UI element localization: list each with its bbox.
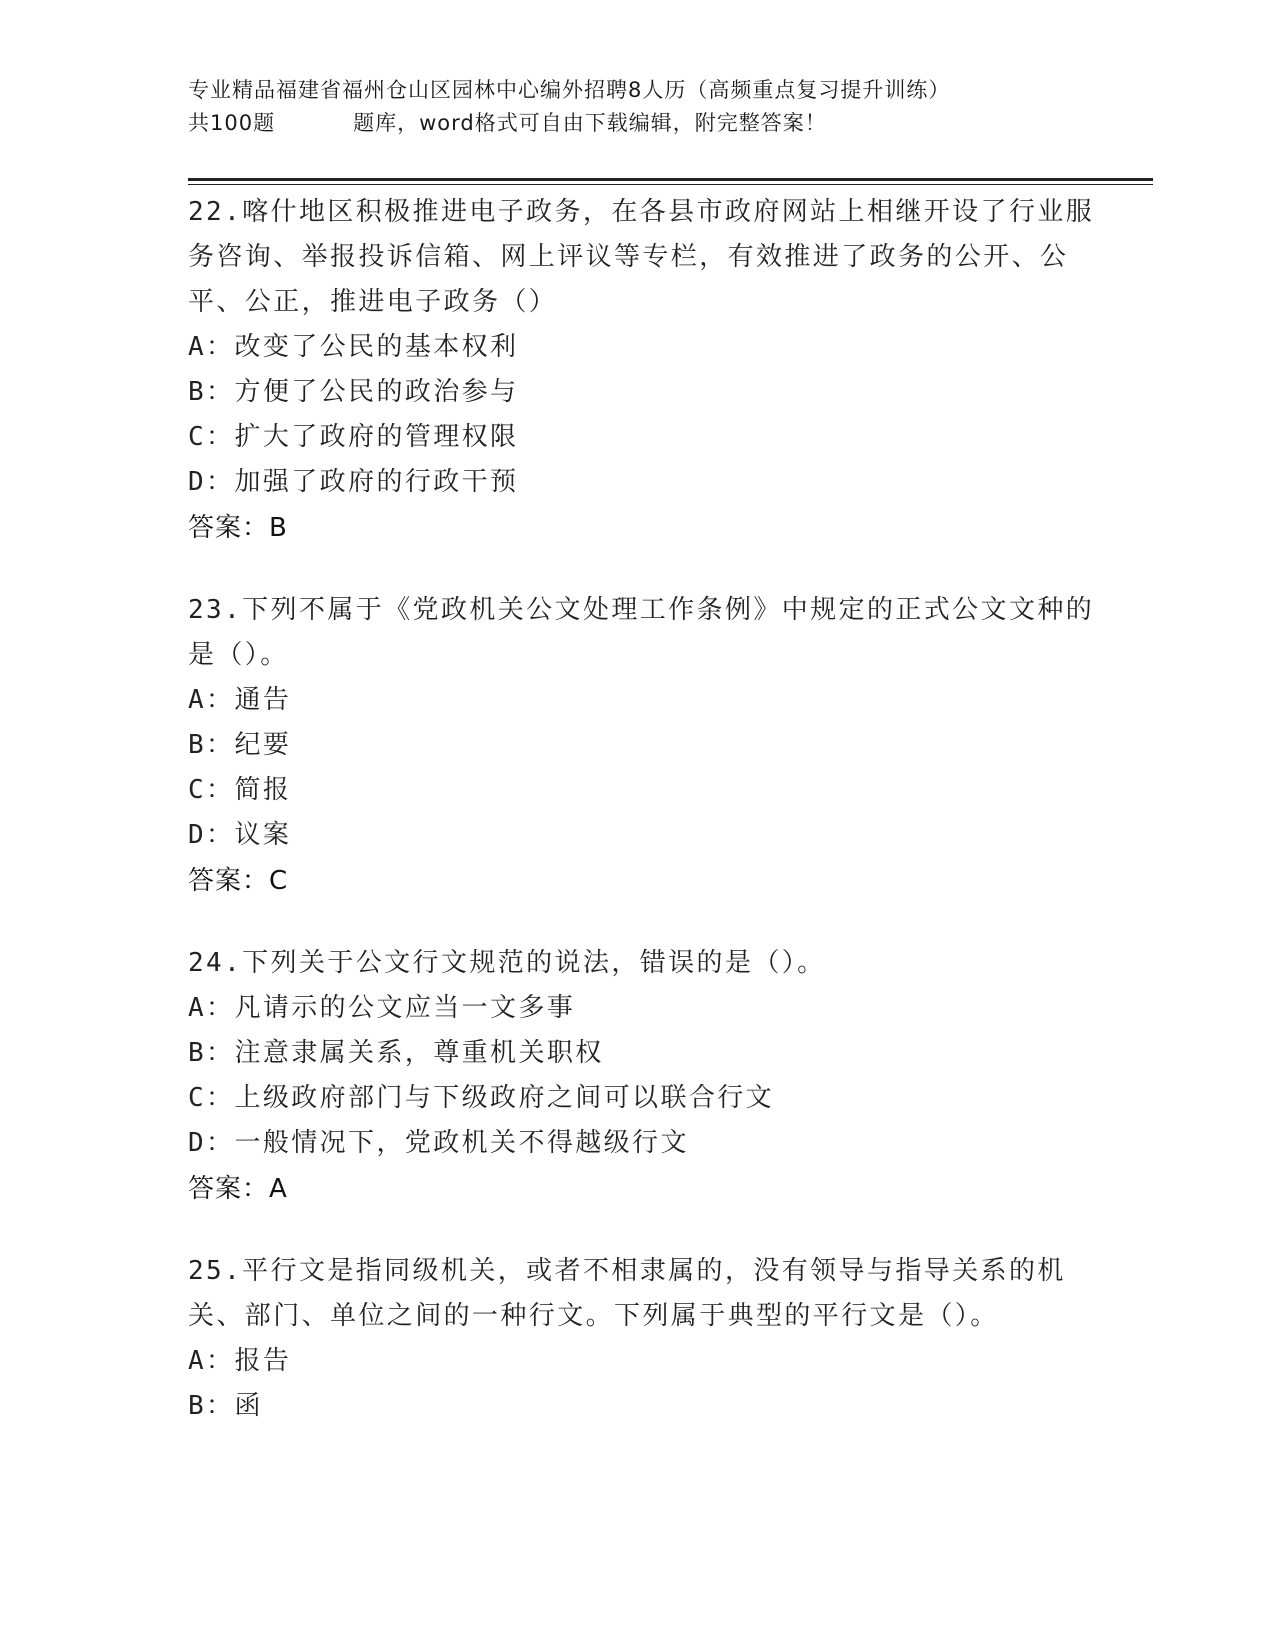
option-a: A：凡请示的公文应当一文多事 (188, 993, 576, 1023)
option-c: C：扩大了政府的管理权限 (188, 422, 519, 452)
option-c: C：上级政府部门与下级政府之间可以联合行文 (188, 1083, 775, 1113)
question-25 (188, 1249, 1108, 1429)
option-b: B：函 (188, 1391, 263, 1421)
option-a: A：改变了公民的基本权利 (188, 332, 519, 362)
question-22 (188, 190, 1108, 551)
header-title-line: 专业精品福建省福州仓山区园林中心编外招聘8人历（高频重点复习提升训练） (188, 78, 951, 102)
question-text: 22.喀什地区积极推进电子政务，在各县市政府网站上相继开设了行业服务咨询、举报投诉信箱、网上评议等专栏，有效推进了政务的公开、公平、公正，推进电子政务（） (188, 197, 1095, 317)
question-text: 23.下列不属于《党政机关公文处理工作条例》中规定的正式公文文种的是（）。 (188, 595, 1095, 670)
option-d: D：议案 (188, 820, 292, 850)
header-divider-thick (188, 178, 1153, 181)
option-b: B：纪要 (188, 730, 292, 760)
answer-line: 答案：C (188, 866, 289, 896)
question-23 (188, 588, 1108, 904)
option-d: D：加强了政府的行政干预 (188, 467, 519, 497)
question-list (188, 190, 1108, 1466)
question-24 (188, 941, 1108, 1212)
option-a: A：报告 (188, 1346, 292, 1376)
question-text: 24.下列关于公文行文规范的说法，错误的是（）。 (188, 948, 826, 978)
header-format-note: 题库，word格式可自由下载编辑，附完整答案！ (353, 111, 827, 135)
option-c: C：简报 (188, 775, 292, 805)
header-divider-thin (188, 184, 1153, 185)
option-d: D：一般情况下，党政机关不得越级行文 (188, 1128, 689, 1158)
document-header (188, 74, 1088, 140)
answer-line: 答案：B (188, 513, 288, 543)
option-a: A：通告 (188, 685, 292, 715)
question-text: 25.平行文是指同级机关，或者不相隶属的，没有领导与指导关系的机关、部门、单位之间的一种行文。下列属于典型的平行文是（）。 (188, 1256, 1066, 1331)
option-b: B：方便了公民的政治参与 (188, 377, 519, 407)
option-b: B：注意隶属关系，尊重机关职权 (188, 1038, 604, 1068)
answer-line: 答案：A (188, 1174, 288, 1204)
header-subtitle-line (188, 107, 1088, 140)
header-question-count: 共100题 (188, 111, 276, 135)
